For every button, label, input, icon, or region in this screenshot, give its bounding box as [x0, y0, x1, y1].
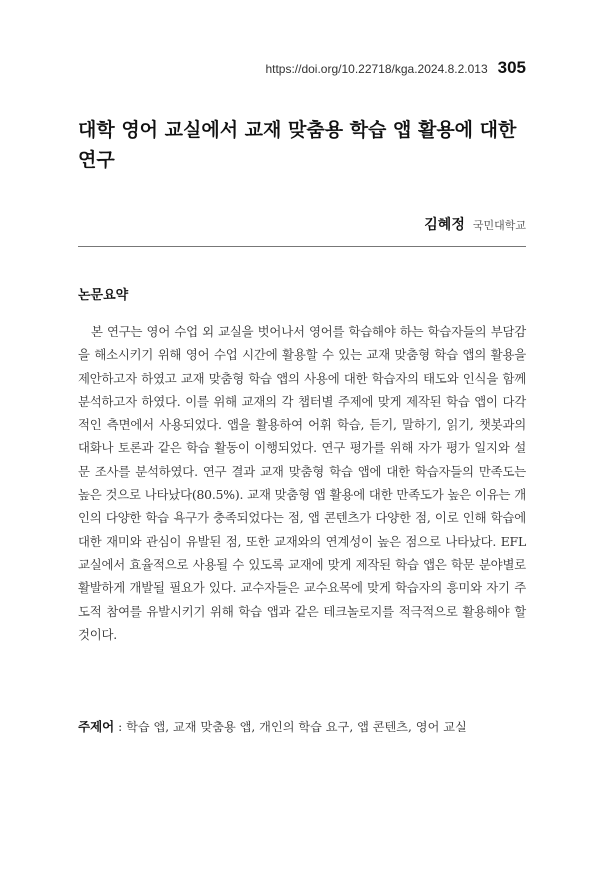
- keywords-text: 학습 앱, 교재 맞춤용 앱, 개인의 학습 요구, 앱 콘텐츠, 영어 교실: [126, 720, 467, 734]
- keywords-label: 주제어: [78, 719, 115, 734]
- keywords-line: [78, 717, 538, 737]
- abstract-body: 본 연구는 영어 수업 외 교실을 벗어나서 영어를 학습해야 하는 학습자들의 부담감을 해소시키기 위해 영어 수업 시간에 활용할 수 있는 교재 맞춤형 학습 앱의 활용을 제안하고자 하였고 교재 맞춤형 학습 앱의 사용에 대한 학습자의 태도와 인식을 함께 분석하고자 하였다. 이를 위해 교재의 각 챕터별 주제에 맞게 제작된 학습 앱이 다각적인 측면에서 사용되었다. 앱을 활용하여 어휘 학습, 듣기, 말하기, 읽기, 챗봇과의 대화나 토론과 같은 학습 활동이 이행되었다. 연구 평가를 위해 자가 평가 일지와 설문 조사를 분석하였다. 연구 결과 교재 맞춤형 학습 앱에 대한 학습자들의 만족도는 높은 것으로 나타났다(80.5%). 교재 맞춤형 앱 활용에 대한 만족도가 높은 이유는 개인의 다양한 학습 욕구가 충족되었다는 점, 앱 콘텐츠가 다양한 점, 이로 인해 학습에 대한 재미와 관심이 유발된 점, 또한 교재와의 연계성이 높은 점으로 나타났다. EFL 교실에서 효율적으로 사용될 수 있도록 교재에 맞게 제작된 학습 앱은 학문 분야별로 활발하게 개발될 필요가 있다. 교수자들은 교수요목에 맞게 학습자의 흥미와 자기 주도적 참여를 유발시키기 위해 학습 앱과 같은 테크놀로지를 적극적으로 활용해야 할 것이다.: [78, 324, 526, 642]
- page-number: 305: [497, 58, 526, 77]
- keywords-separator: :: [114, 720, 127, 734]
- author-name: 김혜정: [424, 217, 465, 233]
- author-line: [424, 214, 526, 234]
- divider-rule: [78, 246, 526, 247]
- paper-title: 대학 영어 교실에서 교재 맞춤용 학습 앱 활용에 대한 연구: [78, 119, 517, 171]
- abstract-heading: 논문요약: [78, 288, 129, 303]
- running-header: [265, 58, 526, 78]
- doi-text: https://doi.org/10.22718/kga.2024.8.2.013: [265, 62, 488, 76]
- author-affiliation: 국민대학교: [472, 219, 526, 232]
